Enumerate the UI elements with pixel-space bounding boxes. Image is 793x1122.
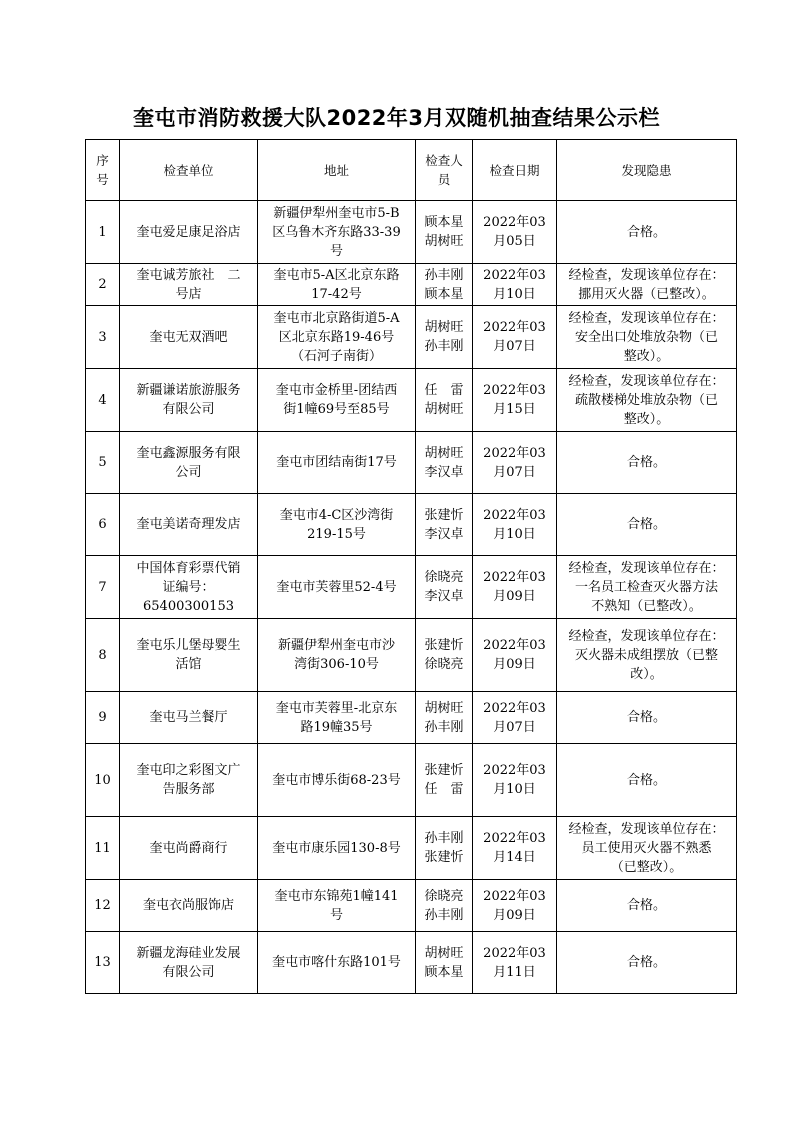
inspected-unit: 新疆龙海硅业发展 有限公司	[120, 932, 258, 994]
unit-address: 奎屯市团结南街17号	[258, 432, 416, 494]
table-row	[86, 619, 737, 692]
hazard-found: 经检查，发现该单位存在： 一名员工检查灭火器方法 不熟知（已整改）。	[557, 556, 737, 619]
unit-address: 奎屯市喀什东路101号	[258, 932, 416, 994]
header-inspectors: 检查人 员	[416, 140, 473, 201]
inspection-date: 2022年03 月09日	[473, 880, 557, 932]
unit-address: 新疆伊犁州奎屯市沙 湾街306-10号	[258, 619, 416, 692]
unit-address: 奎屯市博乐街68-23号	[258, 744, 416, 817]
inspectors: 张建忻 李汉卓	[416, 494, 473, 556]
header-date: 检查日期	[473, 140, 557, 201]
inspectors: 胡树旺 李汉卓	[416, 432, 473, 494]
unit-address: 奎屯市东锦苑1幢141 号	[258, 880, 416, 932]
inspection-date: 2022年03 月11日	[473, 932, 557, 994]
inspectors: 徐晓亮 李汉卓	[416, 556, 473, 619]
row-number: 7	[86, 556, 120, 619]
table-row	[86, 880, 737, 932]
unit-address: 新疆伊犁州奎屯市5-B 区乌鲁木齐东路33-39 号	[258, 201, 416, 264]
hazard-found: 合格。	[557, 201, 737, 264]
inspection-date: 2022年03 月10日	[473, 264, 557, 306]
hazard-found: 经检查，发现该单位存在： 挪用灭火器（已整改）。	[557, 264, 737, 306]
inspection-date: 2022年03 月10日	[473, 494, 557, 556]
row-number: 2	[86, 264, 120, 306]
row-number: 8	[86, 619, 120, 692]
hazard-found: 合格。	[557, 494, 737, 556]
inspectors: 张建忻 任 雷	[416, 744, 473, 817]
inspectors: 徐晓亮 孙丰刚	[416, 880, 473, 932]
inspectors: 孙丰刚 顾本星	[416, 264, 473, 306]
inspected-unit: 奎屯鑫源服务有限 公司	[120, 432, 258, 494]
header-address: 地址	[258, 140, 416, 201]
inspectors: 胡树旺 顾本星	[416, 932, 473, 994]
unit-address: 奎屯市康乐园130-8号	[258, 817, 416, 880]
unit-address: 奎屯市金桥里-团结西 街1幢69号至85号	[258, 369, 416, 432]
inspected-unit: 奎屯尚爵商行	[120, 817, 258, 880]
inspection-date: 2022年03 月05日	[473, 201, 557, 264]
inspectors: 胡树旺 孙丰刚	[416, 692, 473, 744]
table-row	[86, 432, 737, 494]
hazard-found: 经检查，发现该单位存在： 安全出口处堆放杂物（已 整改）。	[557, 306, 737, 369]
hazard-found: 合格。	[557, 932, 737, 994]
unit-address: 奎屯市4-C区沙湾街 219-15号	[258, 494, 416, 556]
inspectors: 孙丰刚 张建忻	[416, 817, 473, 880]
inspection-results-table	[85, 139, 737, 994]
table-row	[86, 369, 737, 432]
hazard-found: 经检查，发现该单位存在： 疏散楼梯处堆放杂物（已 整改）。	[557, 369, 737, 432]
inspected-unit: 奎屯马兰餐厅	[120, 692, 258, 744]
row-number: 6	[86, 494, 120, 556]
inspected-unit: 奎屯美诺奇理发店	[120, 494, 258, 556]
unit-address: 奎屯市芙蓉里-北京东 路19幢35号	[258, 692, 416, 744]
hazard-found: 合格。	[557, 880, 737, 932]
table-row	[86, 264, 737, 306]
inspectors: 任 雷 胡树旺	[416, 369, 473, 432]
table-header-row	[86, 140, 737, 201]
inspectors: 胡树旺 孙丰刚	[416, 306, 473, 369]
inspected-unit: 中国体育彩票代销 证编号： 65400300153	[120, 556, 258, 619]
inspected-unit: 奎屯乐儿堡母婴生 活馆	[120, 619, 258, 692]
row-number: 11	[86, 817, 120, 880]
table-row	[86, 306, 737, 369]
table-row	[86, 692, 737, 744]
row-number: 3	[86, 306, 120, 369]
row-number: 5	[86, 432, 120, 494]
inspected-unit: 新疆谦诺旅游服务 有限公司	[120, 369, 258, 432]
inspected-unit: 奎屯诚芳旅社 二 号店	[120, 264, 258, 306]
hazard-found: 合格。	[557, 744, 737, 817]
row-number: 1	[86, 201, 120, 264]
unit-address: 奎屯市北京路街道5-A 区北京东路19-46号 （石河子南街）	[258, 306, 416, 369]
page-title: 奎屯市消防救援大队2022年3月双随机抽查结果公示栏	[132, 106, 661, 130]
unit-address: 奎屯市芙蓉里52-4号	[258, 556, 416, 619]
unit-address: 奎屯市5-A区北京东路 17-42号	[258, 264, 416, 306]
inspectors: 张建忻 徐晓亮	[416, 619, 473, 692]
inspection-date: 2022年03 月15日	[473, 369, 557, 432]
inspection-date: 2022年03 月07日	[473, 306, 557, 369]
inspection-date: 2022年03 月09日	[473, 619, 557, 692]
table-row	[86, 494, 737, 556]
header-hazard: 发现隐患	[557, 140, 737, 201]
header-unit: 检查单位	[120, 140, 258, 201]
inspected-unit: 奎屯衣尚服饰店	[120, 880, 258, 932]
table-row	[86, 817, 737, 880]
hazard-found: 经检查，发现该单位存在： 员工使用灭火器不熟悉 （已整改）。	[557, 817, 737, 880]
inspection-date: 2022年03 月14日	[473, 817, 557, 880]
row-number: 12	[86, 880, 120, 932]
table-row	[86, 556, 737, 619]
inspection-date: 2022年03 月07日	[473, 692, 557, 744]
row-number: 4	[86, 369, 120, 432]
inspectors: 顾本星 胡树旺	[416, 201, 473, 264]
hazard-found: 合格。	[557, 432, 737, 494]
inspected-unit: 奎屯无双酒吧	[120, 306, 258, 369]
row-number: 9	[86, 692, 120, 744]
header-number: 序 号	[86, 140, 120, 201]
hazard-found: 合格。	[557, 692, 737, 744]
table-row	[86, 201, 737, 264]
inspection-date: 2022年03 月09日	[473, 556, 557, 619]
table-row	[86, 932, 737, 994]
row-number: 13	[86, 932, 120, 994]
row-number: 10	[86, 744, 120, 817]
inspected-unit: 奎屯印之彩图文广 告服务部	[120, 744, 258, 817]
inspection-date: 2022年03 月10日	[473, 744, 557, 817]
inspection-date: 2022年03 月07日	[473, 432, 557, 494]
table-row	[86, 744, 737, 817]
inspected-unit: 奎屯爱足康足浴店	[120, 201, 258, 264]
hazard-found: 经检查，发现该单位存在： 灭火器未成组摆放（已整 改）。	[557, 619, 737, 692]
